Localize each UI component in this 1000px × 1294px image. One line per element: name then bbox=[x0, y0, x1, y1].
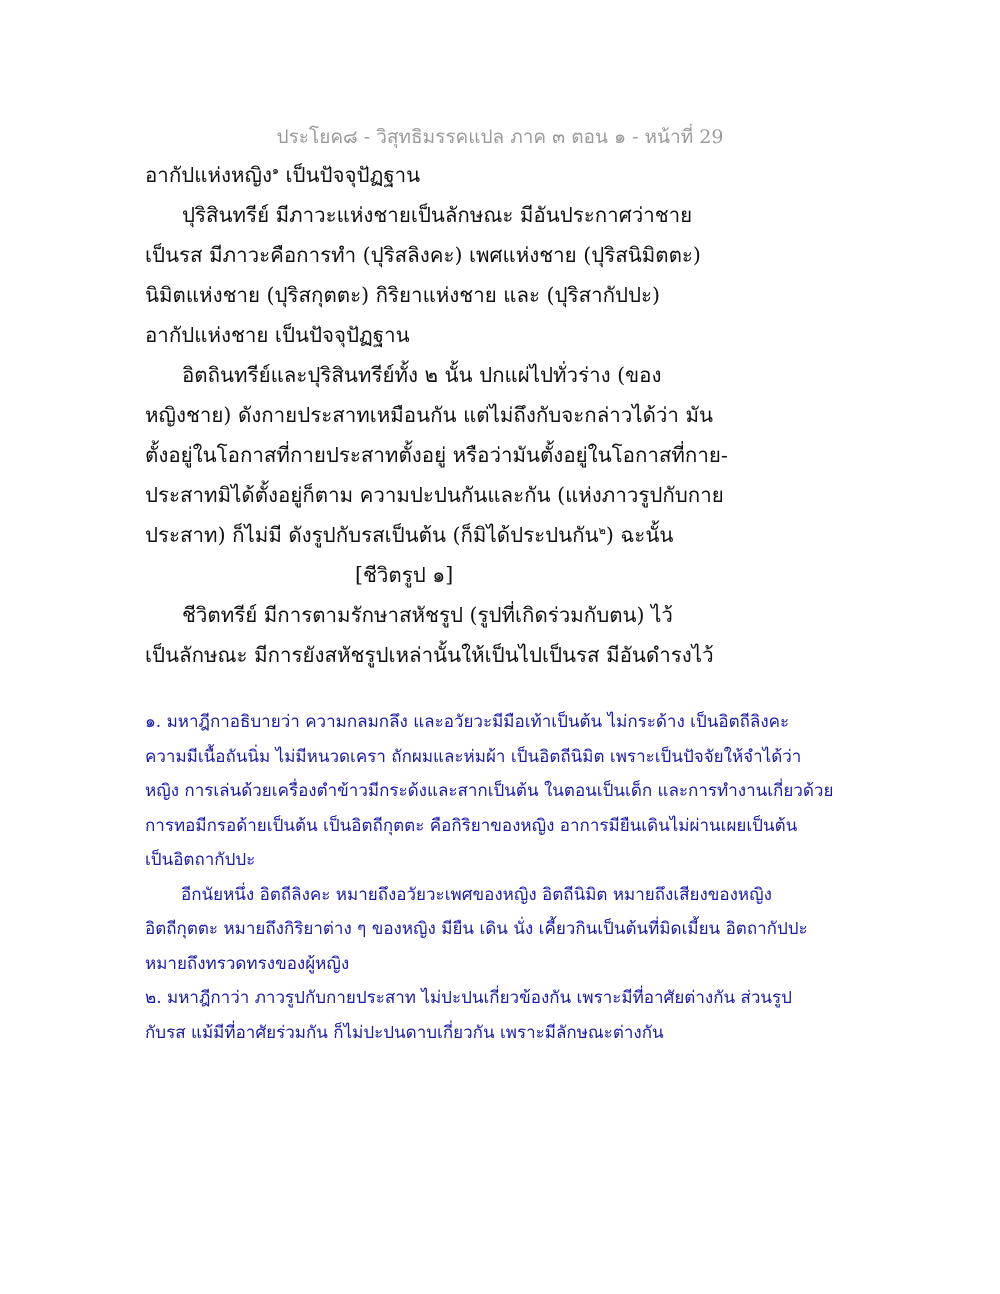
text-line: เป็นรส มีภาวะคือการทำ (ปุริสลิงคะ) เพศแห่งชาย (ปุริสนิมิตตะ) bbox=[145, 243, 701, 267]
footnote-line: อีกนัยหนึ่ง อิตถีลิงคะ หมายถึงอวัยวะเพศของหญิง อิตถีนิมิต หมายถึงเสียงของหญิง bbox=[181, 884, 772, 905]
footnote-line: หมายถึงทรวดทรงของผู้หญิง bbox=[145, 953, 350, 974]
footnote-line: กับรส แม้มีที่อาศัยร่วมกัน ก็ไม่ปะปนดาบเกี่ยวกัน เพราะมีลักษณะต่างกัน bbox=[145, 1022, 664, 1043]
text-line-content: ) ฉะนั้น bbox=[605, 523, 674, 547]
footnote-line: อิตถีกุตตะ หมายถึงกิริยาต่าง ๆ ของหญิง มียืน เดิน นั่ง เคี้ยวกินเป็นต้นที่มิดเมี้ยน อิตถากัปปะ bbox=[145, 919, 808, 939]
running-header: ประโยค๘ - วิสุทธิมรรคแปล ภาค ๓ ตอน ๑ - หน้าที่ 29 bbox=[276, 126, 724, 148]
text-line: ปุริสินทรีย์ มีภาวะแห่งชายเป็นลักษณะ มีอันประกาศว่าชาย bbox=[182, 203, 693, 227]
text-line: ชีวิตทรีย์ มีการตามรักษาสหัชรูป (รูปที่เกิดร่วมกับตน) ไว้ bbox=[182, 603, 673, 627]
text-line: อิตถินทรีย์และปุริสินทรีย์ทั้ง ๒ นั้น ปกแผ่ไปทั่วร่าง (ของ bbox=[182, 363, 662, 387]
footnote-ref[interactable]: ๑ bbox=[271, 164, 279, 177]
footnote-line: การทอมีกรอด้ายเป็นต้น เป็นอิตถีกุตตะ คือกิริยาของหญิง อาการมียืนเดินไม่ผ่านเผยเป็นต้น bbox=[145, 815, 798, 836]
text-line: อากัปแห่งชาย เป็นปัจจุปัฏฐาน bbox=[145, 323, 410, 347]
footnote-line: เป็นอิตถากัปปะ bbox=[145, 850, 256, 870]
text-line: ตั้งอยู่ในโอกาสที่กายประสาทตั้งอยู่ หรือว่ามันตั้งอยู่ในโอกาสที่กาย- bbox=[145, 443, 728, 467]
footnotes bbox=[145, 705, 845, 1050]
text-line: ประสาทมิได้ตั้งอยู่ก็ตาม ความปะปนกันและกัน (แห่งภาวรูปกับกาย bbox=[145, 483, 724, 507]
footnote-line: ๒. มหาฎีกาว่า ภาวรูปกับกายประสาท ไม่ปะปนเกี่ยวข้องกัน เพราะมีที่อาศัยต่างกัน ส่วนรูป bbox=[145, 988, 792, 1008]
footnote-ref[interactable]: ๒ bbox=[598, 524, 606, 537]
section-heading: [ชีวิตรูป ๑] bbox=[355, 563, 454, 587]
text-line bbox=[145, 155, 865, 195]
footnote-line: ๑. มหาฎีกาอธิบายว่า ความกลมกลึง และอวัยวะมีมือเท้าเป็นต้น ไม่กระด้าง เป็นอิตถีลิงคะ bbox=[145, 712, 790, 732]
footnote-line: ความมีเนื้อถันนิ่ม ไม่มีหนวดเครา ถักผมและห่มผ้า เป็นอิตถีนิมิต เพราะเป็นปัจจัยให้จำได้ว่า bbox=[145, 746, 802, 767]
text-line: เป็นลักษณะ มีการยังสหัชรูปเหล่านั้นให้เป็นไปเป็นรส มีอันดำรงไว้ bbox=[145, 643, 714, 667]
text-line-content: เป็นปัจจุปัฏฐาน bbox=[278, 163, 421, 187]
text-line bbox=[145, 515, 865, 555]
text-line: นิมิตแห่งชาย (ปุริสกุตตะ) กิริยาแห่งชาย และ (ปุริสากัปปะ) bbox=[145, 283, 661, 307]
text-line: หญิงชาย) ดังกายประสาทเหมือนกัน แต่ไม่ถึงกับจะกล่าวได้ว่า มัน bbox=[145, 403, 713, 427]
text-line-content: อากัปแห่งหญิง bbox=[145, 163, 272, 187]
text-line-content: ประสาท) ก็ไม่มี ดังรูปกับรสเป็นต้น (ก็มิได้ประปนกัน bbox=[145, 523, 599, 547]
footnote-line: หญิง การเล่นด้วยเครื่องตำข้าวมีกระด้งและสากเป็นต้น ในตอนเป็นเด็ก และการทำงานเกี่ยวด้วย bbox=[145, 781, 834, 801]
main-text bbox=[145, 155, 865, 675]
